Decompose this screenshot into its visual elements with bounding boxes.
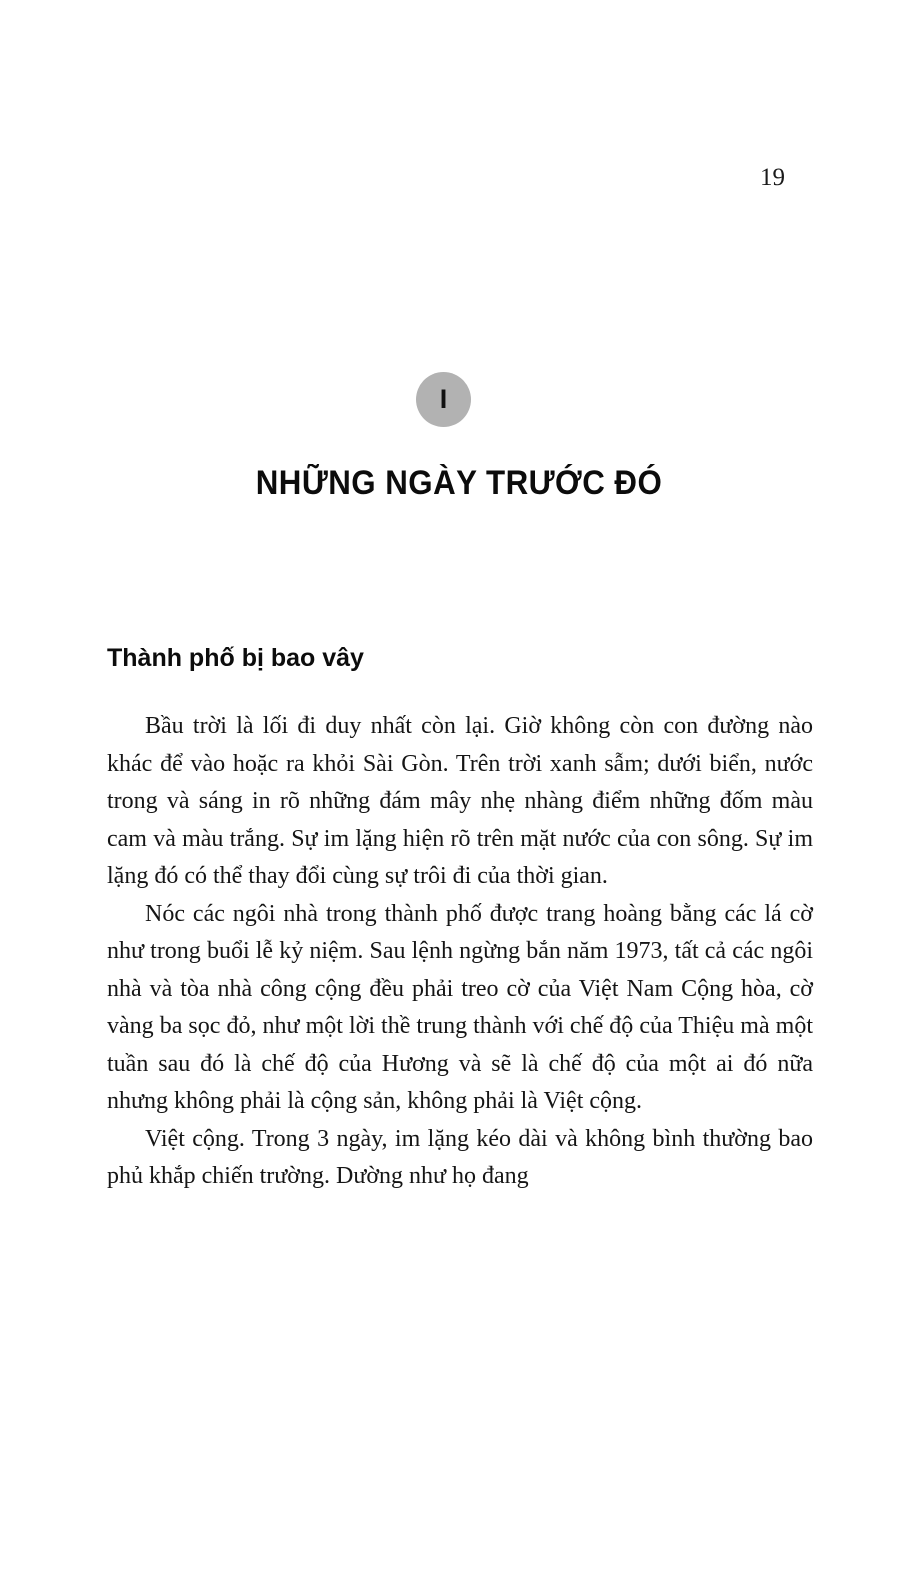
page-number: 19: [760, 164, 785, 191]
chapter-marker-circle: [416, 372, 471, 427]
paragraph: Nóc các ngôi nhà trong thành phố được trang hoàng bằng các lá cờ như trong buổi lễ kỷ niệm. Sau lệnh ngừng bắn năm 1973, tất cả các ngôi nhà và tòa nhà công cộng đều phải treo cờ của Việt Nam Cộng hòa, cờ vàng ba sọc đỏ, như một lời thề trung thành với chế độ của Thiệu mà một tuần sau đó là chế độ của Hương và sẽ là chế độ của một ai đó nữa nhưng không phải là cộng sản, không phải là Việt cộng.: [107, 900, 813, 1114]
chapter-marker-label: I: [439, 384, 448, 414]
body-text: [107, 708, 813, 1196]
chapter-title: NHỮNG NGÀY TRƯỚC ĐÓ: [255, 464, 663, 502]
section-heading: Thành phố bị bao vây: [107, 644, 364, 672]
paragraph: Bầu trời là lối đi duy nhất còn lại. Giờ không còn con đường nào khác để vào hoặc ra khỏi Sài Gòn. Trên trời xanh sẫm; dưới biển, nước trong và sáng in rõ những đám mây nhẹ nhàng điểm những đốm màu cam và màu trắng. Sự im lặng hiện rõ trên mặt nước của con sông. Sự im lặng đó có thể thay đổi cùng sự trôi đi của thời gian.: [107, 713, 813, 889]
paragraph: Việt cộng. Trong 3 ngày, im lặng kéo dài và không bình thường bao phủ khắp chiến trường. Dường như họ đang: [107, 1125, 813, 1189]
